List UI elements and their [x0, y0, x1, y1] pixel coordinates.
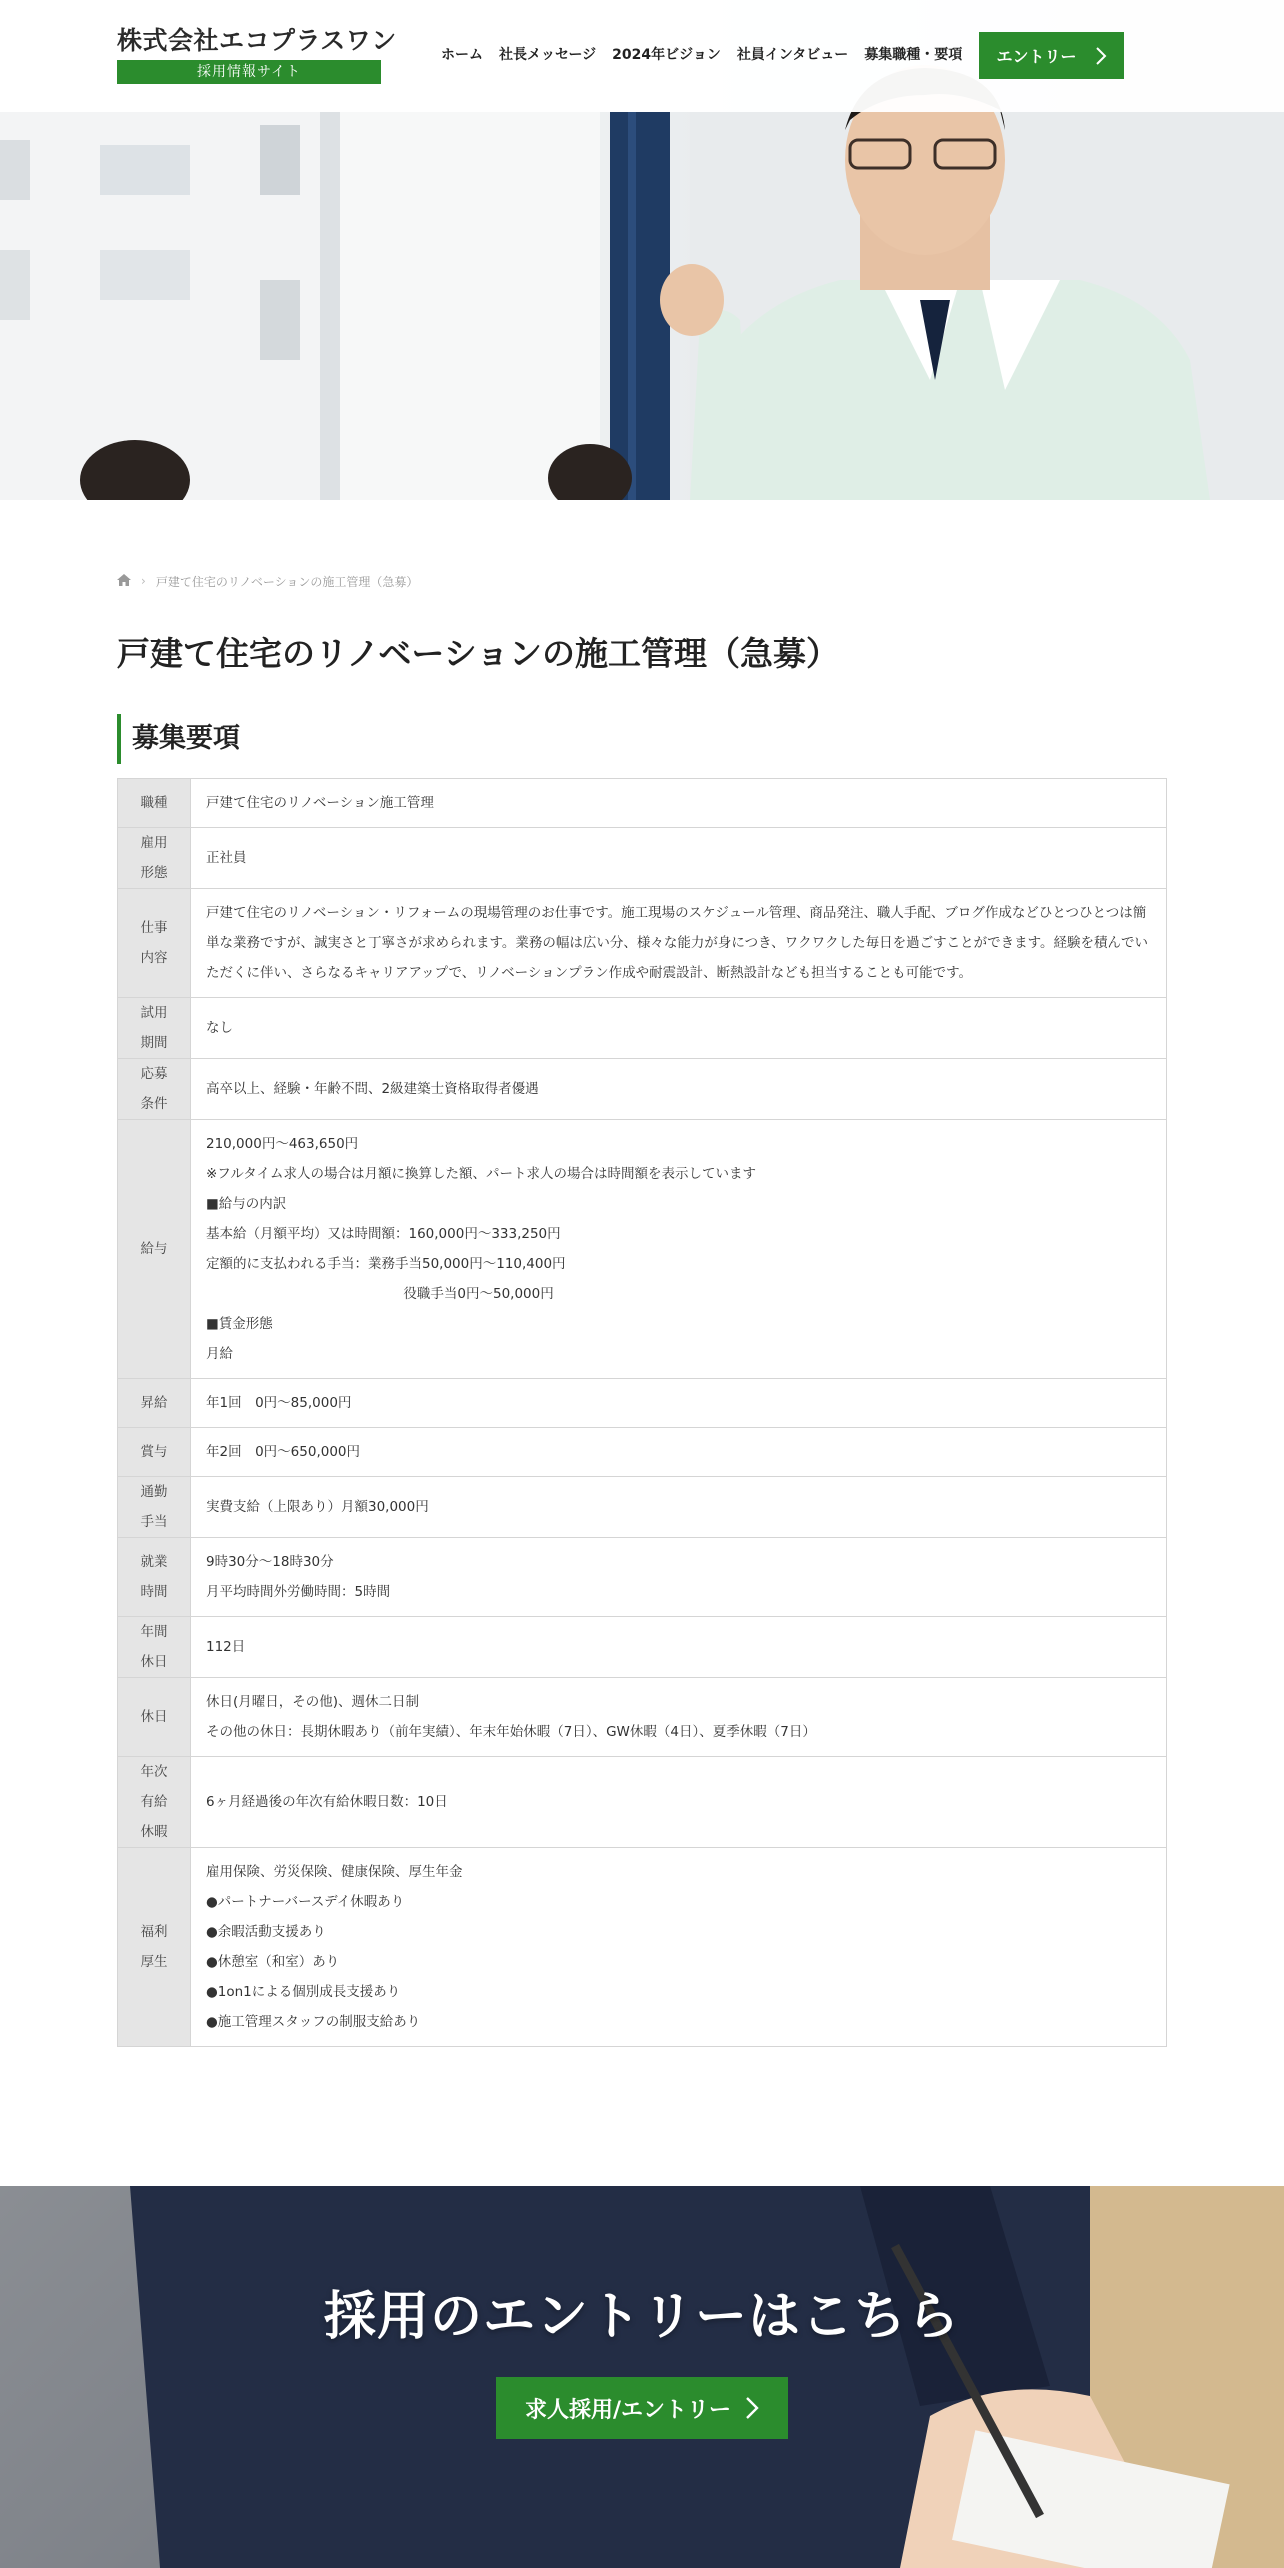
row-label-line: 手当 — [140, 1514, 168, 1530]
nav-item-home[interactable]: ホーム — [441, 47, 483, 63]
row-value-line: 月給 — [206, 1346, 233, 1362]
row-label-line: 年間 — [140, 1624, 168, 1640]
breadcrumb — [117, 572, 418, 590]
entry-button-label: エントリー — [996, 47, 1077, 66]
breadcrumb-current: 戸建て住宅のリノベーションの施工管理（急募） — [155, 574, 419, 589]
row-value-line: 210,000円〜463,650円 — [206, 1136, 359, 1152]
entry-cta-button-label: 求人採用/エントリー — [524, 2397, 732, 2423]
row-label: 職種 — [118, 779, 191, 828]
site-subtitle: 採用情報サイト — [117, 60, 381, 84]
row-value-line: 戸建て住宅のリノベーション施工管理 — [206, 795, 434, 811]
page-title: 戸建て住宅のリノベーションの施工管理（急募） — [117, 634, 840, 673]
entry-cta-section — [0, 2186, 1284, 2568]
row-label: 昇給 — [118, 1379, 191, 1428]
row-value — [191, 889, 1167, 998]
row-label-line: 試用 — [140, 1005, 168, 1021]
nav-item-vision[interactable]: 2024年ビジョン — [612, 47, 721, 63]
row-value-line: ●休憩室（和室）あり — [206, 1954, 340, 1970]
row-label-line: 福利 — [140, 1924, 168, 1940]
row-label — [118, 1617, 191, 1678]
table-row — [118, 828, 1167, 889]
row-label-line: 仕事 — [140, 920, 168, 936]
row-value-line: ■給与の内訳 — [206, 1196, 287, 1212]
row-label — [118, 1059, 191, 1120]
row-value-line: なし — [206, 1020, 233, 1036]
row-value — [191, 1678, 1167, 1757]
row-label-line: 期間 — [140, 1035, 168, 1051]
row-label-line: 年次 — [140, 1764, 168, 1780]
row-label-line: 内容 — [140, 950, 168, 966]
row-value — [191, 1848, 1167, 2047]
row-value-line: ※フルタイム求人の場合は月額に換算した額、パート求人の場合は時間額を表示しています — [206, 1166, 756, 1182]
row-value — [191, 1379, 1167, 1428]
row-label — [118, 1757, 191, 1848]
entry-button[interactable] — [979, 32, 1124, 79]
table-row — [118, 1757, 1167, 1848]
row-label — [118, 1848, 191, 2047]
row-value — [191, 998, 1167, 1059]
row-value-line: 役職手当0円〜50,000円 — [206, 1286, 554, 1302]
row-label — [118, 828, 191, 889]
row-value-line: ●1on1による個別成長支援あり — [206, 1984, 401, 2000]
row-value — [191, 828, 1167, 889]
row-value-line: 雇用保険、労災保険、健康保険、厚生年金 — [206, 1864, 463, 1880]
row-value-line: 年2回 0円〜650,000円 — [206, 1444, 361, 1460]
row-value-line: 月平均時間外労働時間：5時間 — [206, 1584, 391, 1600]
main-nav — [441, 44, 978, 66]
row-label — [118, 1538, 191, 1617]
cta-title: 採用のエントリーはこちら — [323, 2287, 960, 2347]
table-row — [118, 998, 1167, 1059]
row-value-line: 休日(月曜日，その他)、週休二日制 — [206, 1694, 420, 1710]
row-value-line: ■賃金形態 — [206, 1316, 273, 1332]
table-row — [118, 1059, 1167, 1120]
row-value-line: 高卒以上、経験・年齢不問、2級建築士資格取得者優遇 — [206, 1081, 539, 1097]
row-value — [191, 1059, 1167, 1120]
nav-item-interview[interactable]: 社員インタビュー — [736, 47, 849, 63]
section-title: 募集要項 — [117, 714, 240, 764]
row-value — [191, 1617, 1167, 1678]
table-row — [118, 1379, 1167, 1428]
table-row — [118, 1848, 1167, 2047]
row-value-line: 定額的に支払われる手当：業務手当50,000円〜110,400円 — [206, 1256, 566, 1272]
row-label: 賞与 — [118, 1428, 191, 1477]
row-label-line: 雇用 — [140, 835, 168, 851]
company-name: 株式会社エコプラスワン — [117, 26, 397, 55]
table-row — [118, 1538, 1167, 1617]
table-row — [118, 1477, 1167, 1538]
row-value — [191, 1538, 1167, 1617]
row-label-line: 形態 — [140, 865, 168, 881]
table-row — [118, 1678, 1167, 1757]
site-logo[interactable] — [117, 26, 397, 84]
row-value — [191, 1428, 1167, 1477]
row-label-line: 時間 — [140, 1584, 168, 1600]
table-row — [118, 779, 1167, 828]
row-label — [118, 998, 191, 1059]
row-label-line: 有給 — [140, 1794, 168, 1810]
chevron-right-icon — [745, 2396, 759, 2420]
table-row — [118, 889, 1167, 998]
row-label — [118, 889, 191, 998]
row-value-line: ●パートナーバースデイ休暇あり — [206, 1894, 405, 1910]
table-row — [118, 1120, 1167, 1379]
row-label: 休日 — [118, 1678, 191, 1757]
row-label: 給与 — [118, 1120, 191, 1379]
row-value-line: 戸建て住宅のリノベーション・リフォームの現場管理のお仕事です。施工現場のスケジュール管理、商品発注、職人手配、ブログ作成などひとつひとつは簡単な業務ですが、誠実さと丁寧さが求められます。業務の幅は広い分、様々な能力が身につき、ワクワクした毎日を過ごすことができます。経験を積んでいただくに伴い、さらなるキャリアアップで、リノベーションプラン作成や耐震設計、断熱設計なども担当することも可能です。 — [206, 905, 1149, 981]
row-label-line: 条件 — [140, 1096, 168, 1112]
entry-cta-button[interactable] — [496, 2377, 788, 2439]
requirements-table — [117, 778, 1167, 2047]
row-value-line: 正社員 — [206, 850, 247, 866]
row-value-line: ●余暇活動支援あり — [206, 1924, 326, 1940]
row-value-line: 9時30分〜18時30分 — [206, 1554, 334, 1570]
row-label-line: 就業 — [140, 1554, 168, 1570]
table-row — [118, 1617, 1167, 1678]
row-value-line: 112日 — [206, 1639, 246, 1655]
row-label — [118, 1477, 191, 1538]
row-label-line: 応募 — [140, 1066, 168, 1082]
row-label-line: 休日 — [140, 1654, 168, 1670]
chevron-right-icon: › — [141, 574, 146, 588]
row-label-line: 休暇 — [140, 1824, 168, 1840]
row-value — [191, 779, 1167, 828]
row-value-line: 6ヶ月経過後の年次有給休暇日数：10日 — [206, 1794, 448, 1810]
site-header — [0, 0, 1284, 112]
row-value-line: その他の休日：長期休暇あり（前年実績）、年末年始休暇（7日）、GW休暇（4日）、夏季休暇（7日） — [206, 1724, 816, 1740]
chevron-right-icon — [1095, 46, 1107, 66]
table-row — [118, 1428, 1167, 1477]
row-value — [191, 1757, 1167, 1848]
row-label-line: 厚生 — [140, 1954, 168, 1970]
row-value-line: 実費支給（上限あり）月額30,000円 — [206, 1499, 429, 1515]
row-value-line: 基本給（月額平均）又は時間額：160,000円〜333,250円 — [206, 1226, 561, 1242]
row-value-line: 年1回 0円〜85,000円 — [206, 1395, 352, 1411]
row-label-line: 通勤 — [140, 1484, 168, 1500]
nav-item-president-message[interactable]: 社長メッセージ — [499, 47, 597, 63]
nav-item-jobs[interactable]: 募集職種・要項 — [864, 47, 963, 63]
row-value-line: ●施工管理スタッフの制服支給あり — [206, 2014, 421, 2030]
row-value — [191, 1477, 1167, 1538]
home-icon[interactable] — [117, 574, 131, 589]
row-value — [191, 1120, 1167, 1379]
